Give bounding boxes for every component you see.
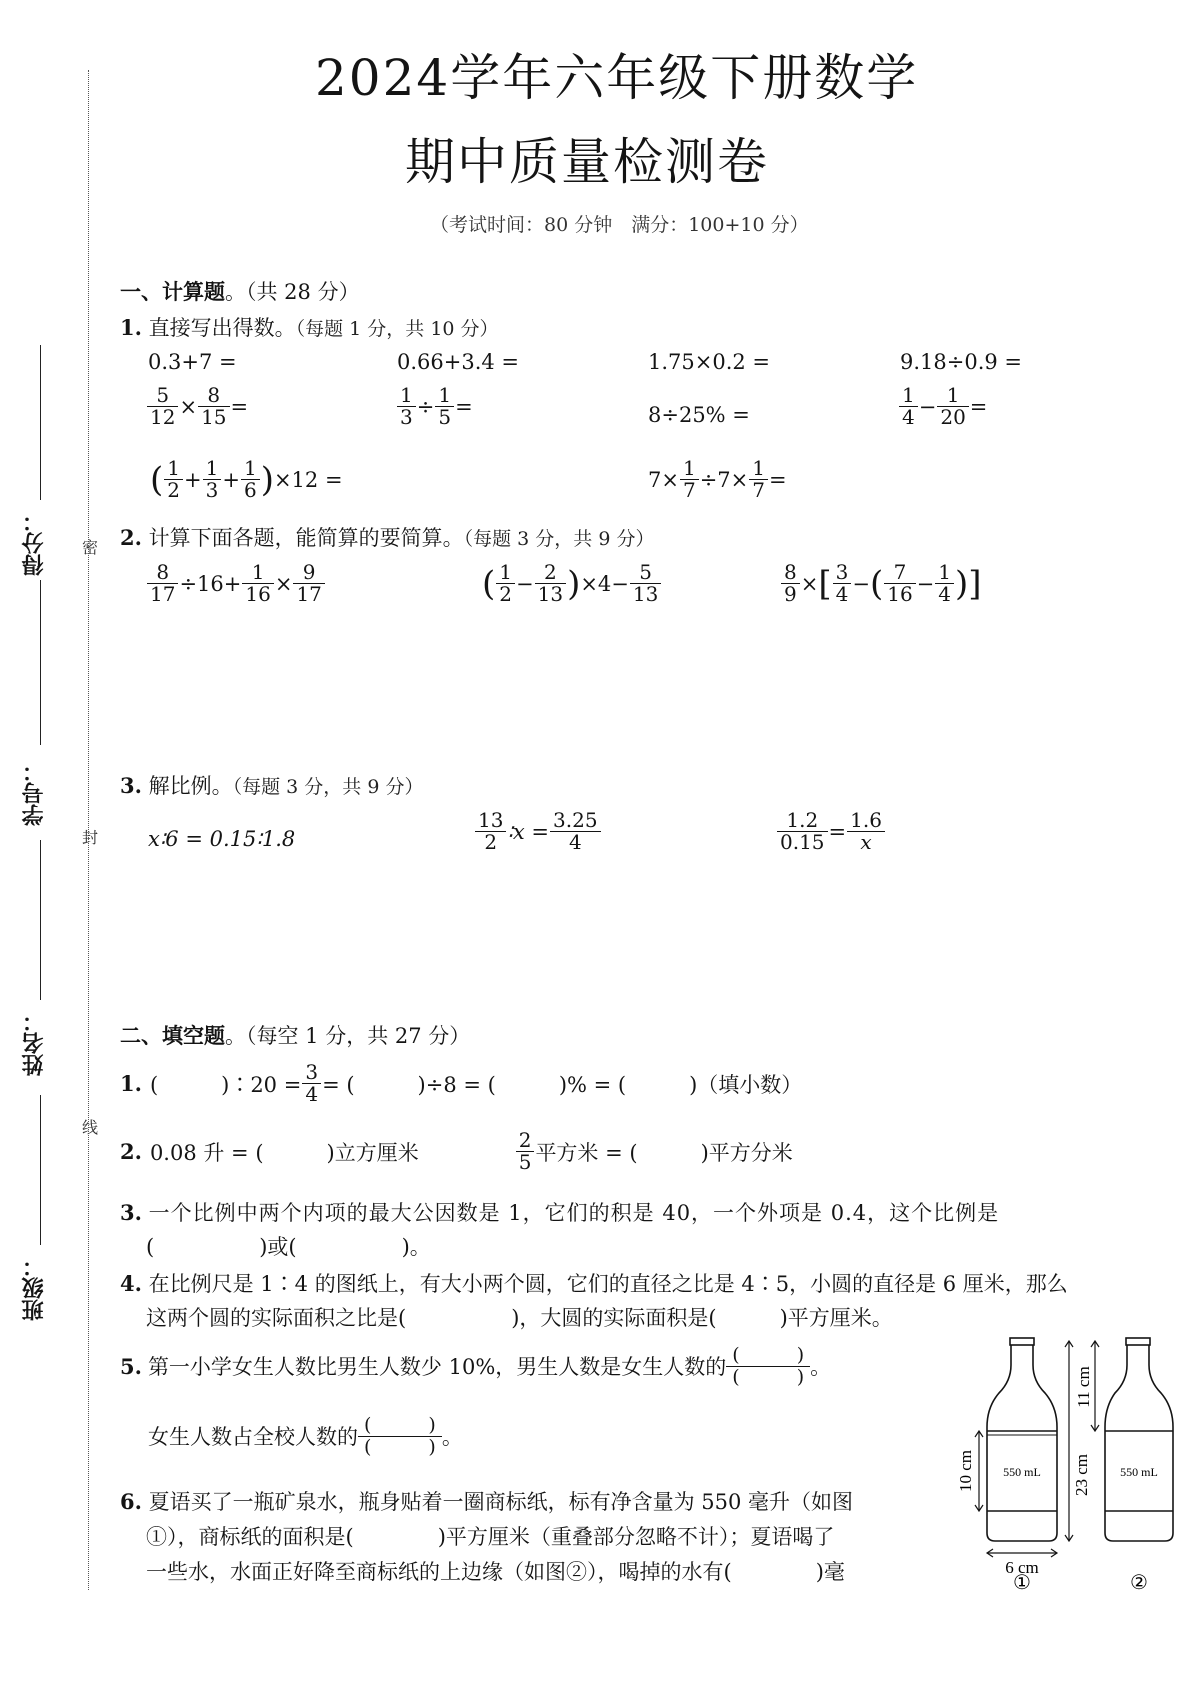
section2-heading (120, 1020, 470, 1050)
class-label: 班级： (21, 1255, 47, 1321)
fraction: $\frac{1}{7}$ (749, 458, 768, 501)
fraction: $\frac{1}{2}$ (164, 458, 183, 501)
page-title-line2: 期中质量检测卷 (405, 133, 769, 191)
figure-caption-2: ② (1130, 1570, 1148, 1590)
fraction: $\frac{1}{5}$ (435, 385, 454, 428)
s1-q2-heading (120, 522, 654, 552)
fraction: $\frac{9}{17}$ (293, 562, 324, 605)
score-line (40, 345, 41, 500)
top-11cm-label: 11 cm (1074, 1366, 1093, 1408)
section2-title: 二、填空题 (120, 1023, 225, 1048)
fraction: $\frac{8}{9}$ (781, 562, 800, 605)
fraction: $\frac{2}{13}$ (535, 562, 566, 605)
fraction: $\frac{1}{4}$ (935, 562, 954, 605)
s1-q1-expr-8: $\frac{1}{4}$ − $\frac{1}{20}$ = (898, 385, 987, 428)
s1-q1-expr-2: 0.66+3.4 = (397, 350, 520, 374)
s1-q3-expr-2: $\frac{13}{2}$ ∶x = $\frac{3.25}{4}$ (474, 810, 602, 853)
answer-fraction-blank[interactable]: ( ) ( ) (358, 1415, 442, 1458)
fraction: $\frac{1}{6}$ (241, 458, 260, 501)
fraction: $\frac{1}{2}$ (496, 562, 515, 605)
section1-points: 。（共 28 分） (225, 280, 360, 304)
fraction: $\frac{3}{4}$ (302, 1062, 321, 1105)
s1-q3-expr-3: $\frac{1.2}{0.15}$ = $\frac{1.6}{x}$ (776, 810, 886, 853)
s1-q3-note: （每题 3 分，共 9 分） (232, 776, 424, 798)
fraction: $\frac{8}{15}$ (198, 385, 229, 428)
s2-q3: 3. 一个比例中两个内项的最大公因数是 1，它们的积是 40，一个外项是 0.4，这个比例是 ( )或( )。 (120, 1200, 1000, 1259)
s2-q1: 1. ( )∶20 = $\frac{3}{4}$ = ( )÷8 = ( )% = ( )（填小数） (120, 1060, 803, 1106)
bottle-1-cap (1010, 1338, 1034, 1345)
s1-q2-number: 2. (120, 525, 142, 550)
fraction: $\frac{1.6}{x}$ (847, 810, 885, 853)
page-title-line1: 2024学年六年级下册数学 (315, 49, 919, 107)
s1-q1-expr-9: ( $\frac{1}{2}$ + $\frac{1}{3}$ + $\frac{1}{6}$ ) ×12 = (150, 456, 343, 502)
class-line (40, 1095, 41, 1245)
fraction: $\frac{8}{17}$ (147, 562, 178, 605)
exam-subtitle: （考试时间：80 分钟 满分：100+10 分） (430, 214, 809, 236)
fraction: $\frac{5}{12}$ (147, 385, 178, 428)
name-label: 姓名： (21, 1010, 47, 1076)
s1-q1-expr-5: $\frac{5}{12}$ × $\frac{8}{15}$ = (146, 385, 248, 428)
answer-fraction-blank[interactable]: ( ) ( ) (726, 1345, 810, 1388)
s1-q2-expr-1: $\frac{8}{17}$ ÷16+ $\frac{1}{16}$ × $\frac{9}{17}$ (146, 562, 326, 605)
s1-q1-expr-10: 7× $\frac{1}{7}$ ÷7× $\frac{1}{7}$ = (648, 456, 787, 502)
fraction: $\frac{1}{4}$ (899, 385, 918, 428)
s1-q1-number: 1. (120, 315, 142, 340)
s1-q1-note: （每题 1 分，共 10 分） (295, 318, 499, 340)
fraction: $\frac{7}{16}$ (884, 562, 915, 605)
figure-caption-1: ① (1013, 1570, 1031, 1590)
s2-q6: 6. 夏语买了一瓶矿泉水，瓶身贴着一圈商标纸，标有净含量为 550 毫升（如图 ①），商标纸的面积是( )平方厘米（重叠部分忽略不计）；夏语喝了 一些水，水面正好降至商标纸的上边缘（如图②），喝掉的水有( )毫 (120, 1489, 854, 1584)
s2-q5-line1: 5. 第一小学女生人数比男生人数少 10%，男生人数是女生人数的 ( ) ( ) 。 (120, 1344, 832, 1388)
section1-title: 一、计算题 (120, 279, 225, 304)
fraction: $\frac{13}{2}$ (475, 810, 506, 853)
s1-q2-text: 计算下面各题，能简算的要简算。 (148, 526, 464, 550)
bottle-figure (955, 1335, 1180, 1590)
fraction: $\frac{1}{3}$ (397, 385, 416, 428)
height-23cm-label: 23 cm (1072, 1453, 1091, 1497)
s1-q1-expr-4: 9.18÷0.9 = (900, 350, 1023, 374)
s1-q3-expr-1: x∶6 = 0.15∶1.8 (148, 827, 296, 851)
s1-q1-expr-7: 8÷25% = (648, 403, 750, 427)
s1-q3-number: 3. (120, 773, 142, 798)
label-height-10cm-label: 10 cm (956, 1449, 975, 1493)
width-6cm-label: 6 cm (1005, 1558, 1039, 1577)
s1-q2-expr-3: $\frac{8}{9}$ × [ $\frac{3}{4}$ − ( $\frac{7}{16}$ − $\frac{1}{4}$ ) ] (780, 562, 982, 605)
seal-char-xian: 线 (82, 1118, 99, 1137)
bottle-1-volume-label: 550 mL (1003, 1465, 1041, 1479)
seal-char-feng: 封 (82, 828, 99, 847)
name-line (40, 840, 41, 1000)
s1-q1-expr-6: $\frac{1}{3}$ ÷ $\frac{1}{5}$ = (396, 385, 473, 428)
section1-heading (120, 276, 360, 306)
s1-q1-text: 直接写出得数。 (148, 316, 296, 340)
fraction: $\frac{2}{5}$ (516, 1130, 535, 1173)
student-id-label: 学号： (21, 760, 47, 826)
fraction: $\frac{1}{20}$ (937, 385, 968, 428)
fraction: $\frac{3.25}{4}$ (550, 810, 601, 853)
fraction: $\frac{1}{3}$ (203, 458, 222, 501)
fraction: $\frac{1}{16}$ (242, 562, 273, 605)
s1-q1-expr-1: 0.3+7 = (148, 350, 237, 374)
bottle-2-cap (1126, 1338, 1150, 1345)
fraction: $\frac{1.2}{0.15}$ (777, 810, 828, 853)
fraction: $\frac{1}{7}$ (680, 458, 699, 501)
fraction: $\frac{3}{4}$ (833, 562, 852, 605)
bottle-2-volume-label: 550 mL (1120, 1465, 1158, 1479)
s1-q2-note: （每题 3 分，共 9 分） (463, 528, 655, 550)
s1-q3-heading (120, 770, 423, 800)
student-id-line (40, 580, 41, 745)
s1-q1-heading (120, 312, 499, 342)
s1-q1-expr-3: 1.75×0.2 = (648, 350, 771, 374)
s1-q2-expr-2: ( $\frac{1}{2}$ − $\frac{2}{13}$ ) ×4− $\frac{5}{13}$ (482, 562, 662, 605)
section2-points: 。（每空 1 分，共 27 分） (225, 1024, 471, 1048)
fraction: $\frac{5}{13}$ (630, 562, 661, 605)
s2-q5-line2: 女生人数占全校人数的 ( ) ( ) 。 (148, 1414, 463, 1458)
score-label: 得分： (21, 510, 47, 576)
seal-char-mi: 密 (82, 538, 99, 557)
s2-q2: 2. 0.08 升 = ( )立方厘米 $\frac{2}{5}$ 平方米 = ( )平方分米 (120, 1128, 793, 1174)
s1-q3-text: 解比例。 (148, 774, 233, 798)
s2-q4: 4. 在比例尺是 1∶4 的图纸上，有大小两个圆，它们的直径之比是 4∶5，小圆的直径是 6 厘米，那么 这两个圆的实际面积之比是( )，大圆的实际面积是( )平方厘米。 (120, 1271, 1068, 1330)
